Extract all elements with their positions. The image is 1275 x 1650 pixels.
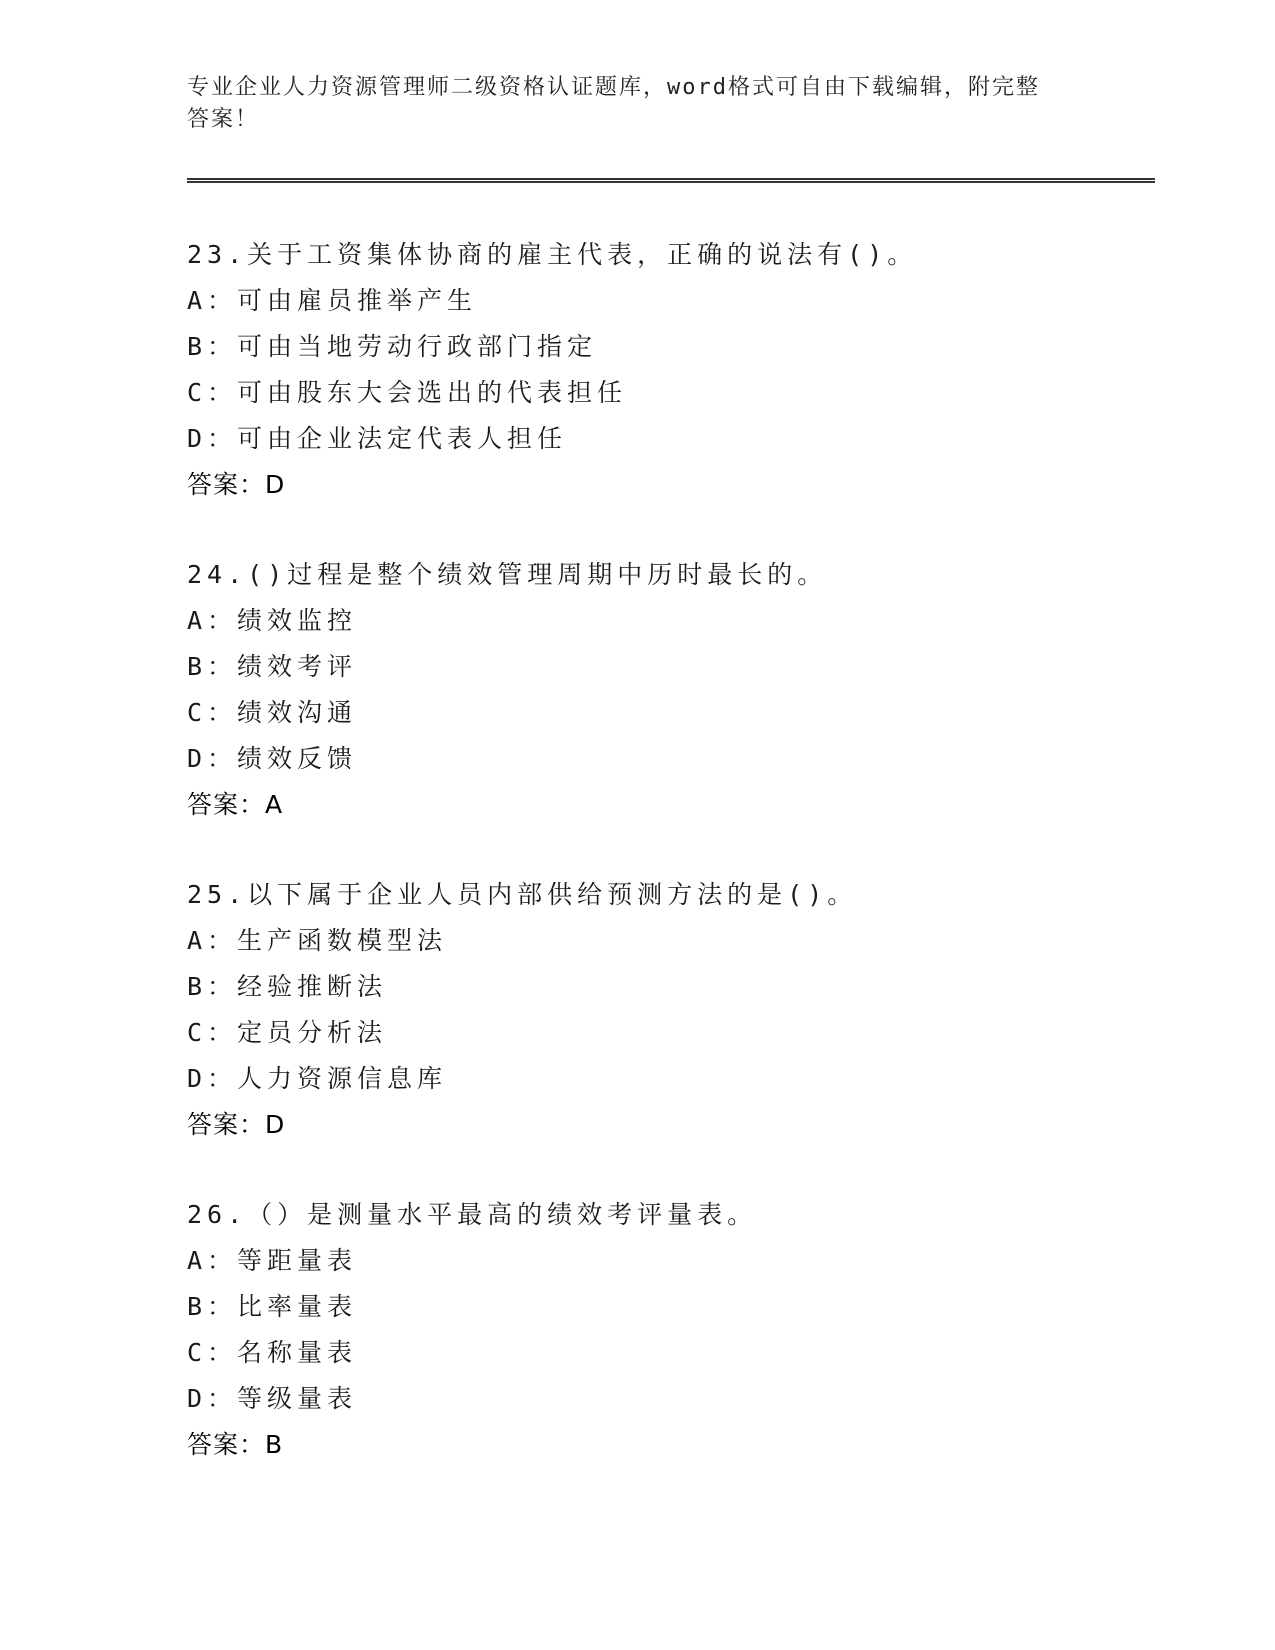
header-divider — [187, 178, 1155, 183]
option-a: A：绩效监控 — [187, 606, 358, 635]
option-c: C：绩效沟通 — [187, 698, 358, 727]
option-a: A：生产函数模型法 — [187, 926, 448, 955]
option-b: B：经验推断法 — [187, 972, 388, 1001]
question-stem: 24.()过程是整个绩效管理周期中历时最长的。 — [187, 560, 828, 589]
question-stem: 25.以下属于企业人员内部供给预测方法的是()。 — [187, 880, 858, 909]
question-list — [187, 232, 1147, 1512]
answer-label: 答案：D — [187, 470, 286, 499]
option-d: D：等级量表 — [187, 1384, 358, 1413]
header-line-1: 专业企业人力资源管理师二级资格认证题库，word格式可自由下载编辑，附完整 — [187, 75, 1040, 100]
answer-label: 答案：B — [187, 1430, 284, 1459]
option-b: B：绩效考评 — [187, 652, 358, 681]
option-b: B：比率量表 — [187, 1292, 358, 1321]
option-a: A：可由雇员推举产生 — [187, 286, 478, 315]
option-a: A：等距量表 — [187, 1246, 358, 1275]
question-stem: 23.关于工资集体协商的雇主代表，正确的说法有()。 — [187, 240, 918, 269]
option-d: D：可由企业法定代表人担任 — [187, 424, 568, 453]
header-line-2: 答案！ — [187, 107, 260, 132]
document-header — [187, 72, 1087, 136]
option-b: B：可由当地劳动行政部门指定 — [187, 332, 598, 361]
answer-label: 答案：D — [187, 1110, 286, 1139]
question-23 — [187, 232, 1147, 552]
question-stem: 26.（）是测量水平最高的绩效考评量表。 — [187, 1200, 758, 1229]
option-d: D：绩效反馈 — [187, 744, 358, 773]
option-c: C：名称量表 — [187, 1338, 358, 1367]
answer-label: 答案：A — [187, 790, 284, 819]
question-25 — [187, 872, 1147, 1192]
option-c: C：定员分析法 — [187, 1018, 388, 1047]
question-26 — [187, 1192, 1147, 1512]
option-d: D：人力资源信息库 — [187, 1064, 448, 1093]
question-24 — [187, 552, 1147, 872]
option-c: C：可由股东大会选出的代表担任 — [187, 378, 628, 407]
